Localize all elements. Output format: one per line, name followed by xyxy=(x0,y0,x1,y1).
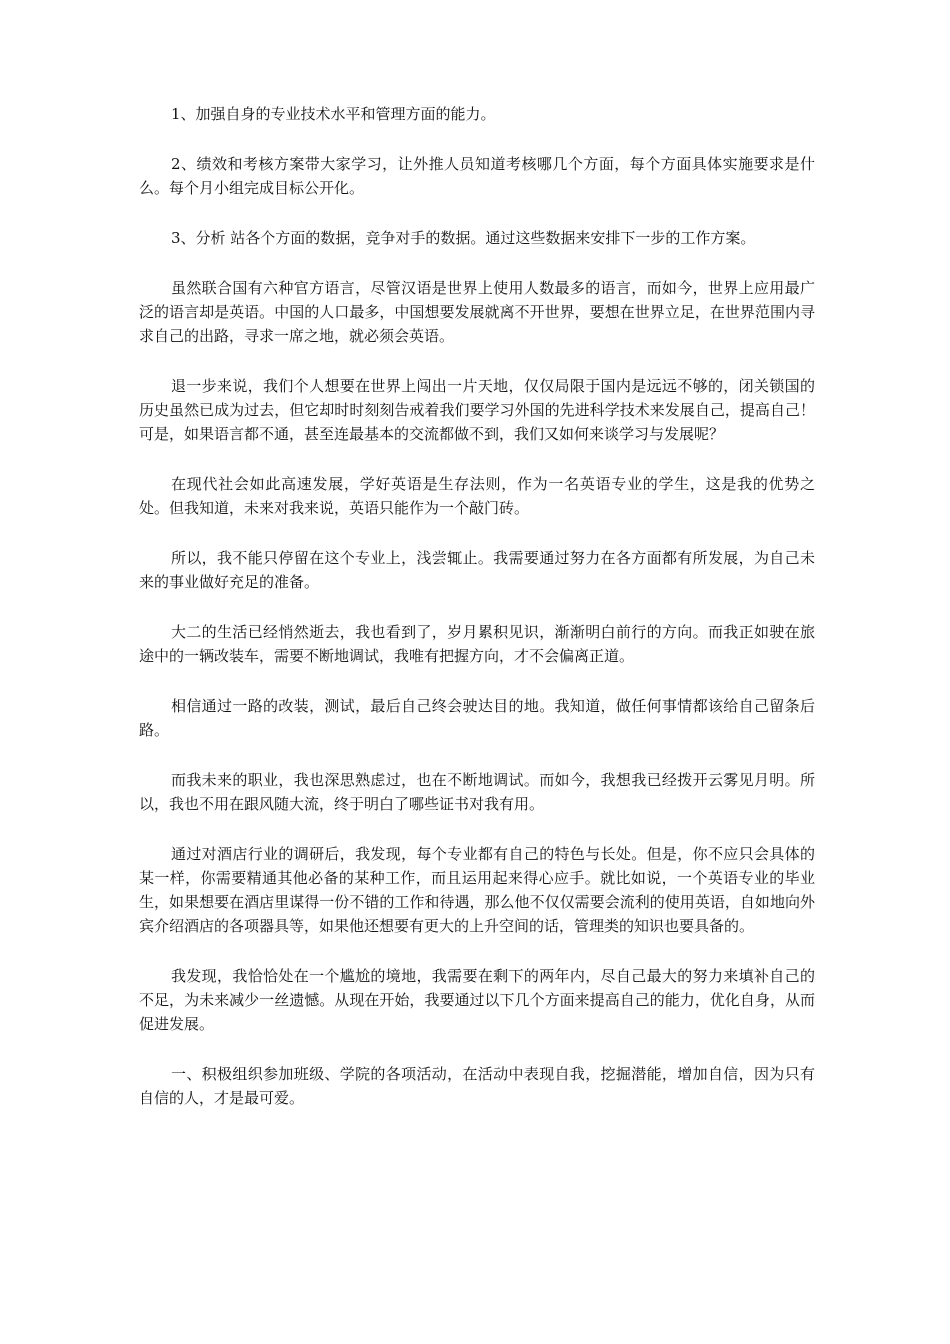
paragraph: 一、积极组织参加班级、学院的各项活动，在活动中表现自我，挖掘潜能，增加自信，因为只有自信的人，才是最可爱。 xyxy=(139,1065,815,1107)
paragraph: 2、绩效和考核方案带大家学习，让外推人员知道考核哪几个方面，每个方面具体实施要求是什么。每个月小组完成目标公开化。 xyxy=(139,155,815,197)
document-body xyxy=(139,102,815,1136)
paragraph: 相信通过一路的改装，测试，最后自己终会驶达目的地。我知道，做任何事情都该给自己留条后路。 xyxy=(139,697,815,739)
paragraph: 所以，我不能只停留在这个专业上，浅尝辄止。我需要通过努力在各方面都有所发展，为自己未来的事业做好充足的准备。 xyxy=(139,549,815,591)
paragraph: 1、加强自身的专业技术水平和管理方面的能力。 xyxy=(171,105,496,123)
paragraph: 通过对酒店行业的调研后，我发现，每个专业都有自己的特色与长处。但是，你不应只会具体的某一样，你需要精通其他必备的某种工作，而且运用起来得心应手。就比如说，一个英语专业的毕业生，如果想要在酒店里谋得一份不错的工作和待遇，那么他不仅仅需要会流利的使用英语，自如地向外宾介绍酒店的各项器具等，如果他还想要有更大的上升空间的话，管理类的知识也要具备的。 xyxy=(139,845,815,935)
paragraph: 3、分析 站各个方面的数据，竞争对手的数据。通过这些数据来安排下一步的工作方案。 xyxy=(171,229,756,247)
paragraph: 而我未来的职业，我也深思熟虑过，也在不断地调试。而如今，我想我已经拨开云雾见月明。所以，我也不用在跟风随大流，终于明白了哪些证书对我有用。 xyxy=(139,771,815,813)
paragraph: 退一步来说，我们个人想要在世界上闯出一片天地，仅仅局限于国内是远远不够的，闭关锁国的历史虽然已成为过去，但它却时时刻刻告戒着我们要学习外国的先进科学技术来发展自己，提高自己！可是，如果语言都不通，甚至连最基本的交流都做不到，我们又如何来谈学习与发展呢？ xyxy=(139,377,815,443)
paragraph: 在现代社会如此高速发展，学好英语是生存法则，作为一名英语专业的学生，这是我的优势之处。但我知道，未来对我来说，英语只能作为一个敲门砖。 xyxy=(139,475,815,517)
paragraph: 虽然联合国有六种官方语言，尽管汉语是世界上使用人数最多的语言，而如今，世界上应用最广泛的语言却是英语。中国的人口最多，中国想要发展就离不开世界，要想在世界立足，在世界范围内寻求自己的出路，寻求一席之地，就必须会英语。 xyxy=(139,279,815,345)
paragraph: 我发现，我恰恰处在一个尴尬的境地，我需要在剩下的两年内，尽自己最大的努力来填补自己的不足，为未来减少一丝遗憾。从现在开始，我要通过以下几个方面来提高自己的能力，优化自身，从而促进发展。 xyxy=(139,967,815,1033)
paragraph: 大二的生活已经悄然逝去，我也看到了，岁月累积见识，渐渐明白前行的方向。而我正如驶在旅途中的一辆改装车，需要不断地调试，我唯有把握方向，才不会偏离正道。 xyxy=(139,623,815,665)
